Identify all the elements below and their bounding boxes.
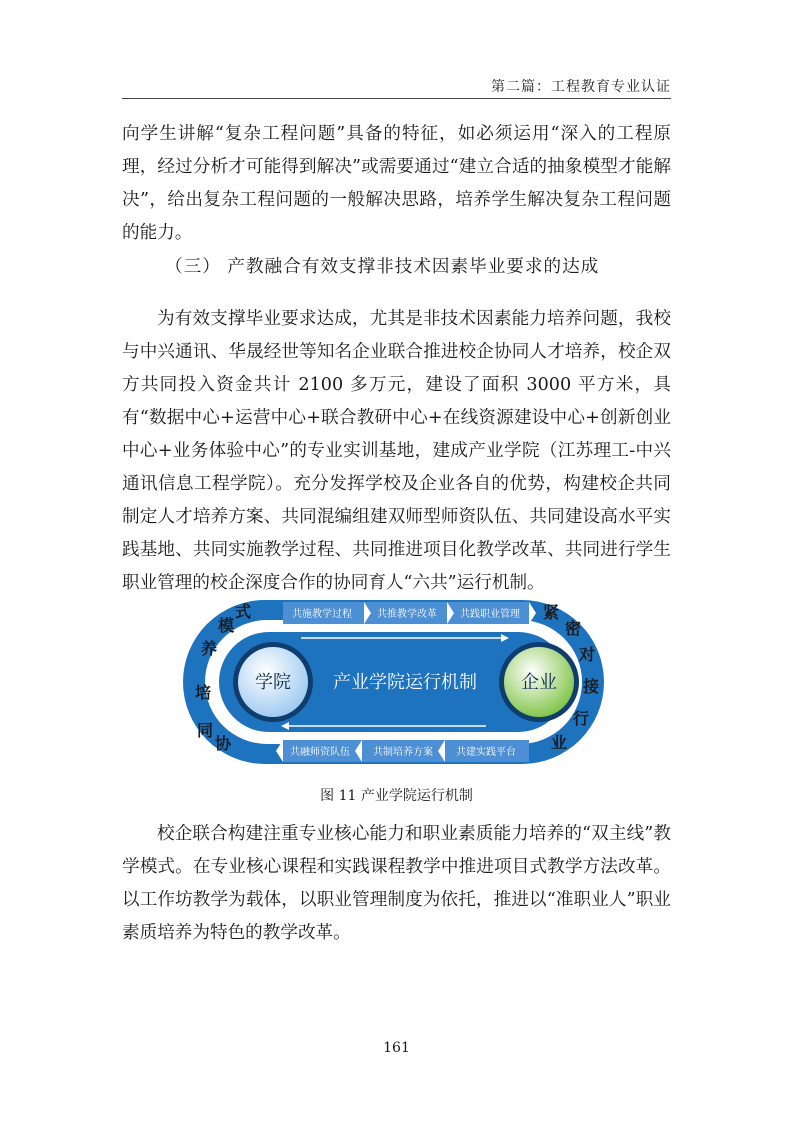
section-heading: （三） 产教融合有效支撑非技术因素毕业要求的达成 (165, 257, 600, 277)
page-header (0, 60, 793, 100)
left-ring-char-4: 培 (194, 683, 212, 702)
top-item-2: 共推教学改革 (377, 609, 437, 620)
bottom-item-2: 共制培养方案 (373, 747, 433, 758)
paragraph-2: 为有效支撑毕业要求达成，尤其是非技术因素能力培养问题，我校与中兴通讯、华晟经世等知名企业联合推进校企协同人才培养，校企双方共同投入资金共计 2100 多万元，建设了面积 3000 平方米，具有“数据中心+运营中心+联合教研中心+在线资源建设中心+创新创业中心+业务体验中心”的专业实训基地，建成产业学院（江苏理工-中兴通讯信息工程学院）。充分发挥学校及企业各自的优势，构建校企共同制定人才培养方案、共同混编组建双师型师资队伍、共同建设高水平实践基地、共同实施教学过程、共同推进项目化教学改革、共同进行学生职业管理的校企深度合作的协同育人“六共”运行机制。 (122, 309, 671, 593)
bottom-item-1: 共融师资队伍 (290, 747, 350, 758)
right-ring-char-4: 接 (582, 677, 600, 696)
left-circle-label: 学院 (255, 672, 291, 693)
right-ring-char-5: 行 (572, 709, 590, 728)
left-ring-char-2: 模 (217, 616, 235, 635)
center-label: 产业学院运行机制 (333, 672, 477, 693)
top-item-1: 共施教学过程 (292, 609, 352, 620)
top-item-3: 共践职业管理 (460, 609, 520, 620)
right-ring-char-6: 业 (550, 733, 568, 752)
left-ring-char-6: 协 (214, 734, 232, 753)
header-title: 第二篇：工程教育专业认证 (491, 79, 671, 95)
page-number: 161 (383, 1040, 410, 1056)
right-circle-label: 企业 (521, 672, 557, 693)
mechanism-diagram (181, 598, 606, 766)
left-ring-char-3: 养 (200, 639, 218, 658)
right-ring-char-1: 紧 (542, 603, 560, 622)
right-ring-char-3: 对 (578, 645, 596, 664)
right-ring-char-2: 密 (564, 619, 582, 638)
header-rule (122, 98, 671, 99)
paragraph-1: 向学生讲解“复杂工程问题”具备的特征，如必须运用“深入的工程原理，经过分析才可能得到解决”或需要通过“建立合适的抽象模型才能解决”，给出复杂工程问题的一般解决思路，培养学生解决复杂工程问题的能力。 (122, 124, 671, 243)
left-ring-char-5: 同 (196, 721, 214, 740)
paragraph-3: 校企联合构建注重专业核心能力和职业素质能力培养的“双主线”教学模式。在专业核心课程和实践课程教学中推进项目式教学方法改革。以工作坊教学为载体，以职业管理制度为依托，推进以“准职业人”职业素质培养为特色的教学改革。 (122, 824, 671, 943)
left-ring-char-1: 式 (234, 602, 252, 621)
figure-caption: 图 11 产业学院运行机制 (320, 788, 473, 804)
bottom-item-3: 共建实践平台 (456, 747, 516, 758)
